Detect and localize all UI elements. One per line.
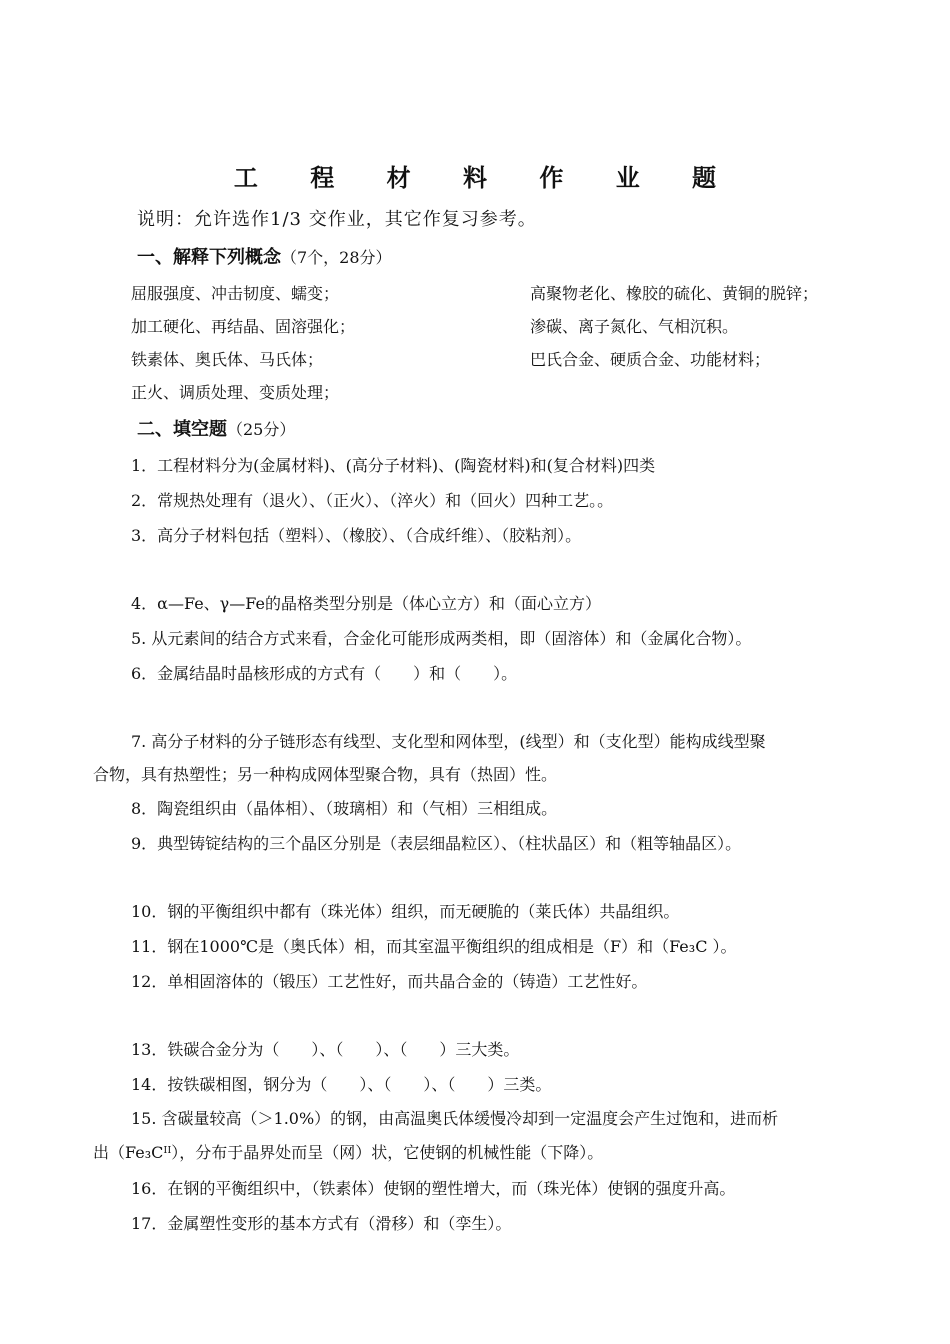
question-10: 10．钢的平衡组织中都有（珠光体）组织，而无硬脆的（莱氏体）共晶组织。 bbox=[131, 902, 680, 921]
question-14: 14．按铁碳相图，钢分为（ ）、（ ）、（ ）三类。 bbox=[131, 1075, 552, 1094]
concept-line: 正火、调质处理、变质处理； bbox=[131, 383, 340, 402]
question-16: 16．在钢的平衡组织中，（铁素体）使钢的塑性增大，而（珠光体）使钢的强度升高。 bbox=[131, 1179, 736, 1198]
question-9: 9．典型铸锭结构的三个晶区分别是（表层细晶粒区）、（柱状晶区）和（粗等轴晶区）。 bbox=[131, 834, 742, 853]
question-15: 15. 含碳量较高（＞1.0%）的钢，由高温奥氏体缓慢冷却到一定温度会产生过饱和，进而析 bbox=[131, 1109, 779, 1128]
section-1-title: 一、解释下列概念 bbox=[137, 247, 281, 268]
question-6: 6．金属结晶时晶核形成的方式有（ ）和（ ）。 bbox=[131, 664, 518, 683]
concept-line: 铁素体、奥氏体、马氏体； bbox=[131, 350, 324, 369]
question-5: 5. 从元素间的结合方式来看，合金化可能形成两类相，即（固溶体）和（金属化合物）。 bbox=[131, 629, 752, 648]
section-2-title: 二、填空题 bbox=[137, 419, 227, 440]
question-2: 2．常规热处理有（退火）、（正火）、（淬火）和（回火）四种工艺。。 bbox=[131, 491, 614, 510]
concept-line: 高聚物老化、橡胶的硫化、黄铜的脱锌； bbox=[530, 284, 819, 303]
question-13: 13．铁碳合金分为（ ）、（ ）、（ ）三大类。 bbox=[131, 1040, 520, 1059]
question-15-continued: 出（Fe₃Cᴵᴵ），分布于晶界处而呈（网）状，它使钢的机械性能（下降）。 bbox=[93, 1143, 604, 1162]
concept-line: 加工硬化、再结晶、固溶强化； bbox=[131, 317, 356, 336]
section-2-heading bbox=[137, 415, 295, 441]
question-17: 17．金属塑性变形的基本方式有（滑移）和（孪生）。 bbox=[131, 1214, 512, 1233]
page-title: 工 程 材 料 作 业 题 bbox=[233, 163, 739, 192]
question-3: 3．高分子材料包括（塑料）、（橡胶）、（合成纤维）、（胶粘剂）。 bbox=[131, 526, 582, 545]
concept-line: 屈服强度、冲击韧度、蠕变； bbox=[131, 284, 340, 303]
question-1: 1．工程材料分为(金属材料)、(高分子材料)、(陶瓷材料)和(复合材料)四类 bbox=[131, 456, 656, 475]
concept-line: 巴氏合金、硬质合金、功能材料； bbox=[530, 350, 771, 369]
question-12: 12．单相固溶体的（锻压）工艺性好，而共晶合金的（铸造）工艺性好。 bbox=[131, 972, 648, 991]
section-2-points: （25分） bbox=[227, 420, 296, 439]
concept-line: 渗碳、离子氮化、气相沉积。 bbox=[530, 317, 739, 336]
instructions-note: 说明：允许选作1/3 交作业，其它作复习参考。 bbox=[137, 209, 537, 230]
section-1-points: （7个，28分） bbox=[281, 248, 392, 267]
question-7: 7. 高分子材料的分子链形态有线型、支化型和网体型，(线型）和（支化型）能构成线型聚 bbox=[131, 732, 766, 751]
question-7-continued: 合物，具有热塑性；另一种构成网体型聚合物，具有（热固）性。 bbox=[93, 765, 558, 784]
question-11: 11．钢在1000℃是（奥氏体）相，而其室温平衡组织的组成相是（F）和（Fe₃C ）。 bbox=[131, 937, 737, 956]
question-8: 8．陶瓷组织由（晶体相）、（玻璃相）和（气相）三相组成。 bbox=[131, 799, 558, 818]
question-4: 4．α—Fe、γ—Fe的晶格类型分别是（体心立方）和（面心立方） bbox=[131, 594, 601, 613]
section-1-heading bbox=[137, 243, 392, 269]
